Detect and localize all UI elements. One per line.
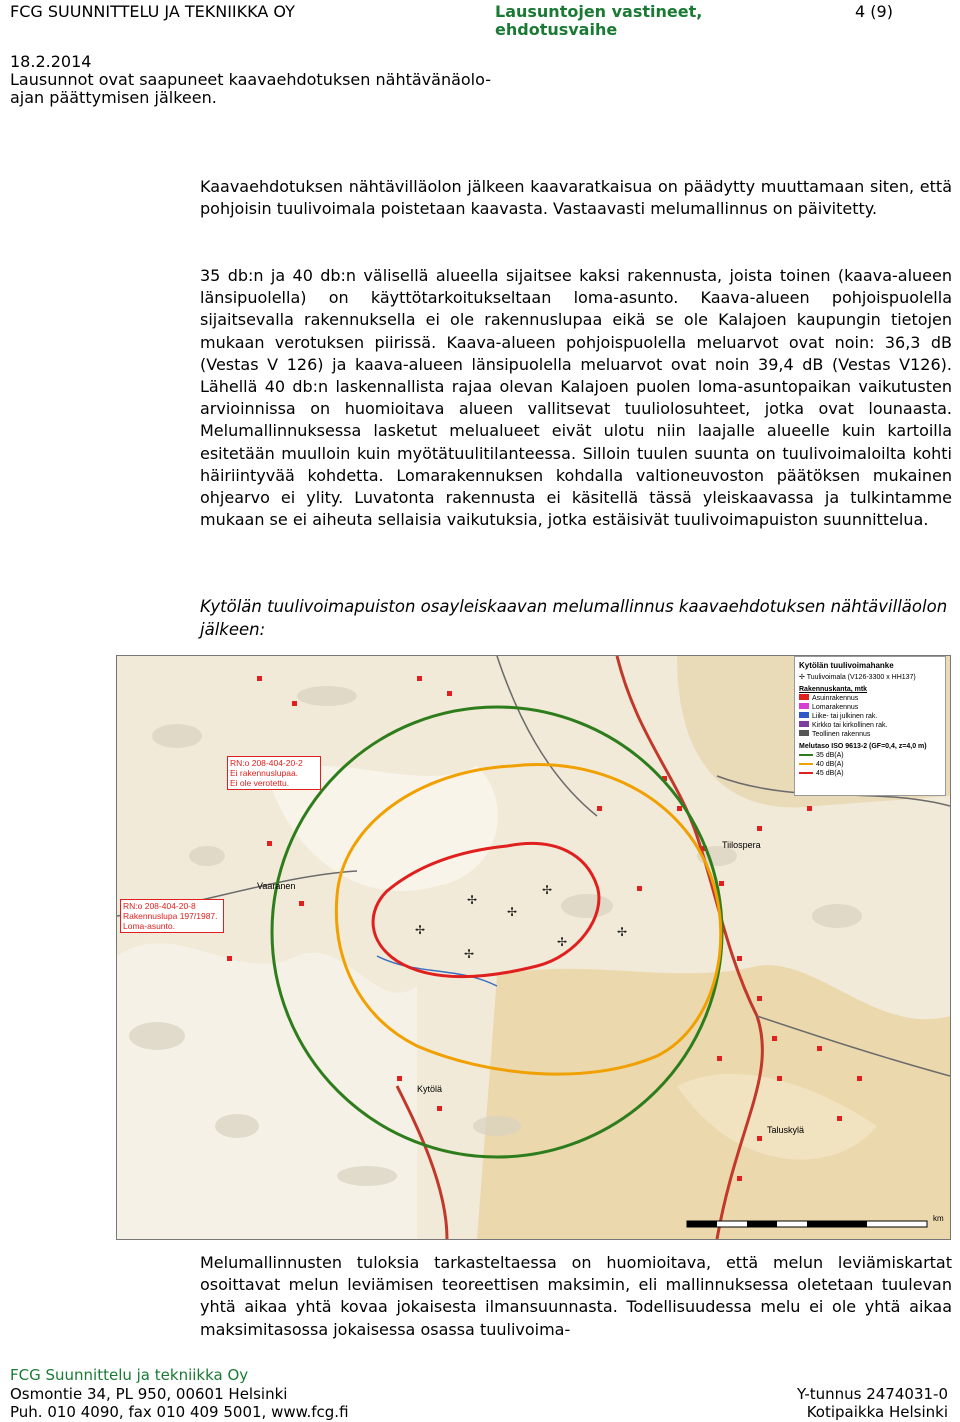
footer-company: FCG Suunnittelu ja tekniikka Oy bbox=[10, 1366, 249, 1384]
legend-item: Teollinen rakennus bbox=[799, 730, 941, 739]
footer-ytunnus: Y-tunnus 2474031-0 bbox=[796, 1385, 948, 1403]
place-tiilospera: Tiilospera bbox=[722, 840, 761, 850]
svg-text:✢: ✢ bbox=[556, 935, 568, 949]
legend-item: Asuinrakennus bbox=[799, 694, 941, 703]
svg-text:✢: ✢ bbox=[414, 923, 426, 937]
legend-noise-item: 35 dB(A) bbox=[799, 751, 941, 760]
paragraph-2: 35 db:n ja 40 db:n välisellä alueella sijaitsee kaksi rakennusta, joista toinen (kaava-alueen länsipuolella) on käyttötarkoitukseltaan loma-asunto. Kaava-alueen pohjoispuolella sijaitsevalla rakennuksella ei ole rakennuslupaa eikä se ole Kalajoen kaupungin tietojen mukaan verotuksen piirissä. Kaava-alueen pohjoispuolella meluarvot ovat noin: 36,3 dB (Vestas V 126) ja kaava-alueen länsipuolella meluarvot ovat noin 39,4 dB (Vestas V126). Lähellä 40 db:n laskennallista rajaa olevan Kalajoen puolen loma-asuntopaikan vaikutusten arvioinnissa on huomioitava alueen vallitsevat tuuliolosuhteet, jotka ovat lounaasta. Melumallinnuksessa lasketut melualueet eivät ulotu niin laajalle alueelle kuin kartoilla esitetään muulloin kuin myötätuulitilanteessa. Silloin tuulen suunta on tuulivoimaloilta kohti häiriintyvää kohdetta. Lomarakennuksen kohdalla valtioneuvoston päätöksen mukainen ohjearvo ei ylity. Luvatonta rakennusta ei käsitellä tässä yleiskaavassa ja tulkintamme mukaan se ei aiheuta sellaisia vaikutuksia, jotka estäisivät tuulivoimapuiston suunnittelua. bbox=[200, 266, 952, 530]
legend-item: Liike- tai julkinen rak. bbox=[799, 712, 941, 721]
header-note-1: Lausunnot ovat saapuneet kaavaehdotuksen nähtävänäolo- bbox=[10, 70, 491, 89]
building-swatch-icon bbox=[799, 721, 809, 727]
svg-text:✢: ✢ bbox=[506, 905, 518, 919]
footer-address: Osmontie 34, PL 950, 00601 Helsinki bbox=[10, 1385, 288, 1403]
header-page-number: 4 (9) bbox=[855, 2, 893, 21]
legend-noise-item: 45 dB(A) bbox=[799, 769, 941, 778]
legend-noise-title: Melutaso ISO 9613-2 (GF=0,4, z=4,0 m) bbox=[799, 743, 927, 750]
line-swatch-icon bbox=[799, 763, 813, 765]
svg-text:✢: ✢ bbox=[466, 893, 478, 907]
legend-title: Kytölän tuulivoimahanke bbox=[799, 661, 894, 670]
building-swatch-icon bbox=[799, 703, 809, 709]
place-kytola: Kytölä bbox=[417, 1084, 443, 1094]
paragraph-3: Melumallinnusten tuloksia tarkasteltaessa on huomioitava, että melun leviämiskartat osoittavat melun leviämisen teoreettisen maksimin, eli mallinnuksessa oletetaan tuulevan yhtä aikaa yhtä kovaa jokaisesta ilmansuunnasta. Todellisuudessa melu ei ole yhtä aikaa maksimitasossa jokaisessa osassa tuulivoima- bbox=[200, 1253, 952, 1339]
place-vaaranen: Vaaranen bbox=[257, 881, 296, 891]
parcel-label-north: RN:o 208-404-20-2 Ei rakennuslupaa. Ei ole verotettu. bbox=[227, 756, 321, 790]
line-swatch-icon bbox=[799, 754, 813, 756]
svg-text:✢: ✢ bbox=[541, 883, 553, 897]
header-doc-title-2: ehdotusvaihe bbox=[495, 20, 618, 39]
line-swatch-icon bbox=[799, 772, 813, 774]
header-date: 18.2.2014 bbox=[10, 52, 92, 71]
building-swatch-icon bbox=[799, 730, 809, 736]
map-caption: Kytölän tuulivoimapuiston osayleiskaavan melumallinnus kaavaehdotuksen nähtävilläolon jälkeen: bbox=[200, 597, 948, 639]
scale-bar bbox=[687, 1221, 927, 1227]
header-note-2: ajan päättymisen jälkeen. bbox=[10, 88, 217, 107]
scale-unit: km bbox=[933, 1214, 944, 1223]
turbine-icon: ✢ bbox=[799, 674, 807, 681]
place-taluskyla: Taluskylä bbox=[767, 1125, 805, 1135]
svg-text:✢: ✢ bbox=[616, 925, 628, 939]
footer-phone: Puh. 010 4090, fax 010 409 5001, www.fcg.fi bbox=[10, 1403, 349, 1421]
legend-item: Kirkko tai kirkollinen rak. bbox=[799, 721, 941, 730]
legend-turbine: ✢ Tuulivoimala (V126-3300 x HH137) bbox=[799, 674, 916, 681]
building-swatch-icon bbox=[799, 694, 809, 700]
map-legend bbox=[794, 656, 946, 796]
legend-item: Lomarakennus bbox=[799, 703, 941, 712]
building-swatch-icon bbox=[799, 712, 809, 718]
header-company: FCG SUUNNITTELU JA TEKNIIKKA OY bbox=[10, 2, 295, 21]
parcel-label-west: RN:o 208-404-20-8 Rakennuslupa 197/1987. Loma-asunto. bbox=[120, 899, 224, 933]
header-doc-title-1: Lausuntojen vastineet, bbox=[495, 2, 703, 21]
legend-noise-item: 40 dB(A) bbox=[799, 760, 941, 769]
noise-map bbox=[116, 655, 951, 1240]
svg-text:✢: ✢ bbox=[463, 947, 475, 961]
legend-buildings-title: Rakennuskanta, mtk bbox=[799, 686, 868, 693]
footer-seat: Kotipaikka Helsinki bbox=[806, 1403, 948, 1421]
paragraph-1: Kaavaehdotuksen nähtävilläolon jälkeen kaavaratkaisua on päädytty muuttamaan siten, että pohjoisin tuulivoimala poistetaan kaavasta. Vastaavasti melumallinnus on päivitetty. bbox=[200, 177, 952, 219]
